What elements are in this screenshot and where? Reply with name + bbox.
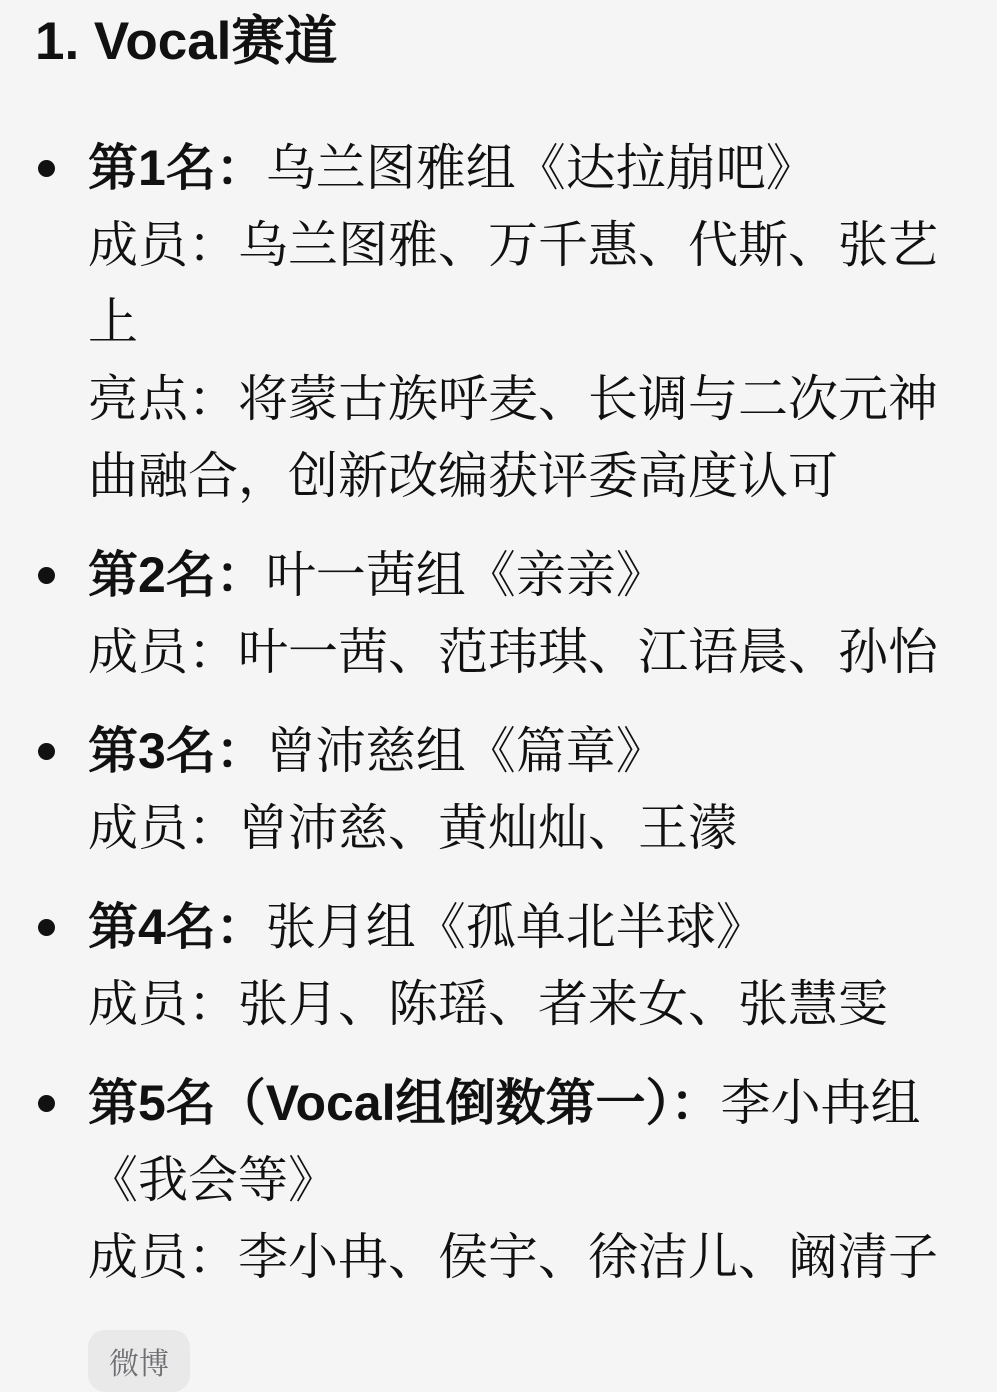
- rank-label: 第4名：: [88, 899, 266, 955]
- section-heading: 1. Vocal赛道: [35, 12, 338, 71]
- source-badge-weibo[interactable]: 微博: [88, 1330, 190, 1392]
- rank-title-line: [88, 713, 983, 790]
- rank-title-line: [88, 1065, 983, 1219]
- ranking-item-4: [35, 889, 983, 1043]
- group-song-title: 张月组《孤单北半球》: [265, 899, 766, 955]
- bullet-icon: [38, 567, 55, 584]
- ranking-item-5: [35, 1065, 983, 1296]
- rank-label: 第2名：: [88, 547, 266, 603]
- rank-label: 第1名：: [88, 140, 266, 196]
- ranking-item-1: [35, 130, 983, 515]
- group-song-title: 乌兰图雅组《达拉崩吧》: [265, 140, 816, 196]
- highlight-line: 亮点：将蒙古族呼麦、长调与二次元神曲融合，创新改编获评委高度认可: [88, 371, 938, 504]
- rank-label: 第3名：: [88, 723, 266, 779]
- ranking-item-2: [35, 537, 983, 691]
- members-line: 成员：乌兰图雅、万千惠、代斯、张艺上: [88, 217, 938, 350]
- ranking-list: [0, 130, 997, 1296]
- rank-title-line: [88, 130, 983, 207]
- ranking-item-3: [35, 713, 983, 867]
- rank-label: 第5名（Vocal组倒数第一）：: [88, 1075, 721, 1131]
- bullet-icon: [38, 919, 55, 936]
- rank-title-line: [88, 537, 983, 614]
- members-line: 成员：曾沛慈、黄灿灿、王濛: [88, 800, 738, 856]
- members-line: 成员：叶一茜、范玮琪、江语晨、孙怡: [88, 624, 938, 680]
- bullet-icon: [38, 743, 55, 760]
- bullet-icon: [38, 160, 55, 177]
- group-song-title: 曾沛慈组《篇章》: [265, 723, 666, 779]
- rank-title-line: [88, 889, 983, 966]
- group-song-title: 叶一茜组《亲亲》: [265, 547, 666, 603]
- members-line: 成员：张月、陈瑶、者来女、张慧雯: [88, 976, 888, 1032]
- members-line: 成员：李小冉、侯宇、徐洁儿、阚清子: [88, 1229, 938, 1285]
- group-song-title: 李小冉组《我会等》: [88, 1075, 921, 1208]
- bullet-icon: [38, 1095, 55, 1112]
